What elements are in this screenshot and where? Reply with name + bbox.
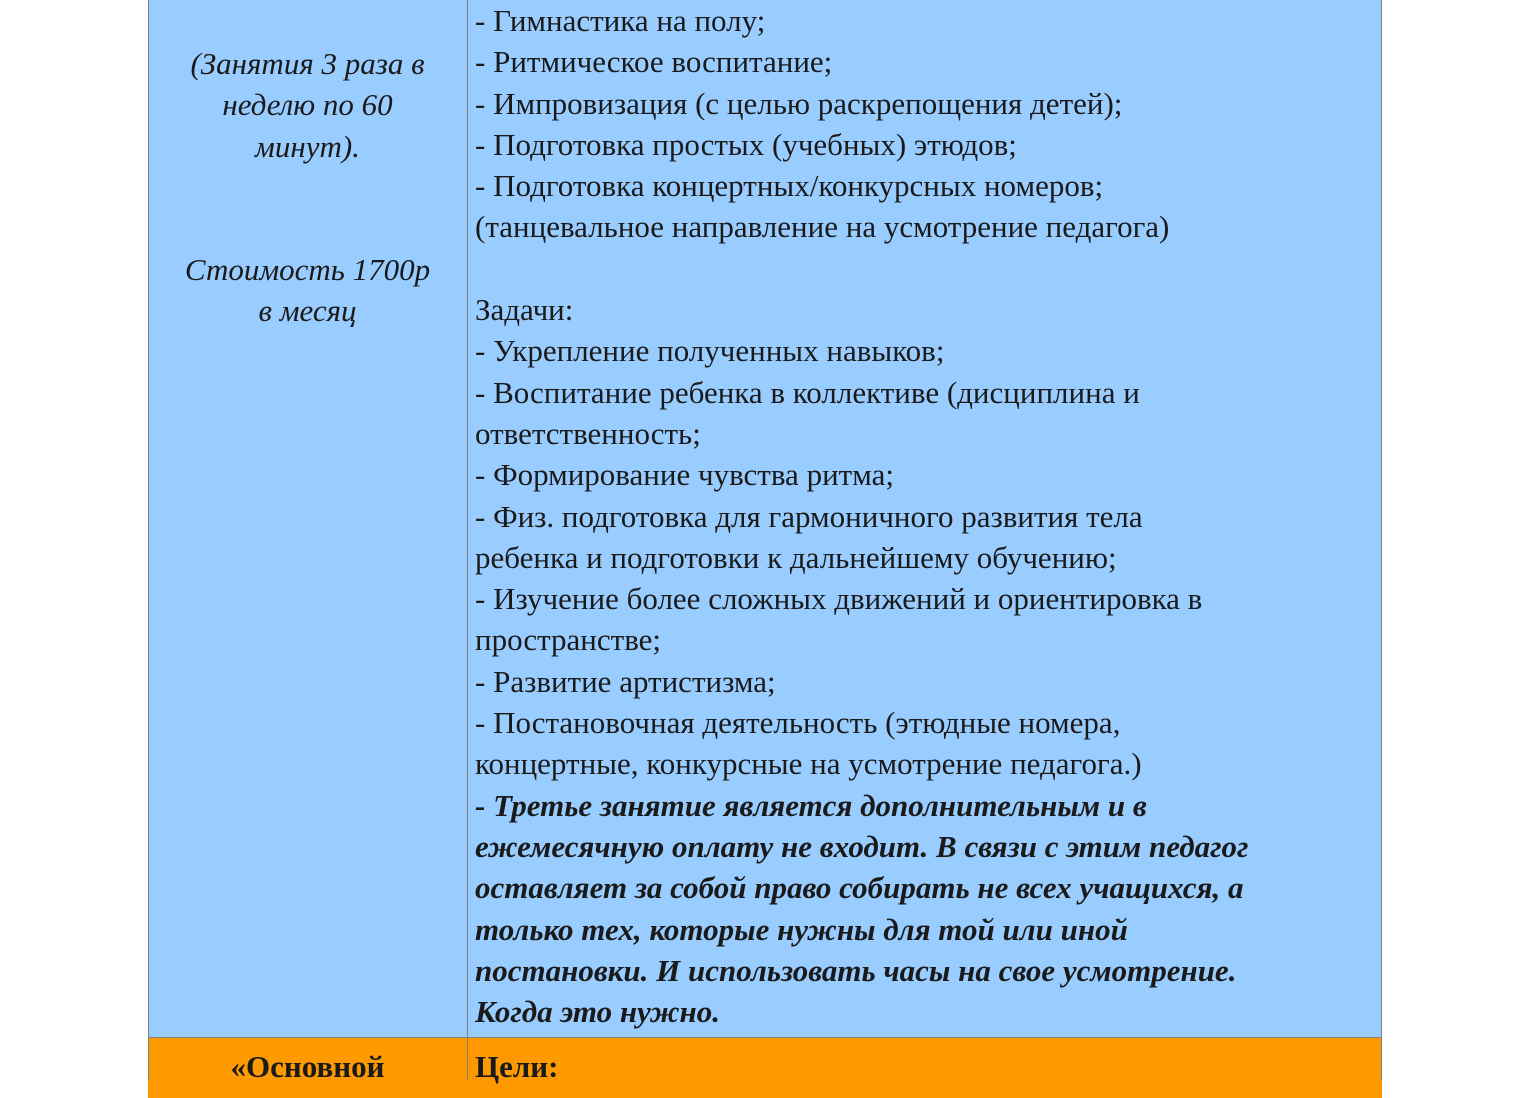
program-item: - Гимнастика на полу; bbox=[475, 3, 766, 38]
note-line: постановки. И использовать часы на свое усмотрение. bbox=[475, 952, 1237, 988]
note-line: оставляет за собой право собирать не всех учащихся, а bbox=[475, 870, 1244, 906]
program-list bbox=[475, 0, 1375, 248]
tasks-heading: Задачи: bbox=[475, 292, 574, 328]
task-item: - Укрепление полученных навыков; bbox=[475, 333, 945, 369]
task-item: концертные, конкурсные на усмотрение педагога.) bbox=[475, 746, 1142, 782]
task-item: пространстве; bbox=[475, 622, 662, 658]
program-item: (танцевальное направление на усмотрение педагога) bbox=[475, 209, 1170, 245]
task-item: - Формирование чувства ритма; bbox=[475, 457, 894, 493]
schedule-line: неделю по 60 bbox=[222, 87, 393, 123]
schedule-line: (Занятия 3 раза в bbox=[190, 46, 425, 81]
table-border-right bbox=[1381, 0, 1382, 1080]
task-item: ребенка и подготовки к дальнейшему обучению; bbox=[475, 539, 1117, 575]
right-column bbox=[475, 0, 1375, 1032]
price-line: в месяц bbox=[258, 293, 357, 329]
note-line: - Третье занятие является дополнительным и в bbox=[475, 787, 1147, 823]
schedule-info bbox=[148, 43, 467, 167]
task-item: - Физ. подготовка для гармоничного развития тела bbox=[475, 498, 1143, 534]
program-item: - Ритмическое воспитание; bbox=[475, 44, 833, 80]
note-line: только тех, которые нужны для той или иной bbox=[475, 911, 1128, 947]
table-border-middle bbox=[467, 0, 468, 1080]
program-item: - Подготовка простых (учебных) этюдов; bbox=[475, 126, 1017, 162]
price-line: Стоимость 1700р bbox=[184, 252, 431, 287]
program-item: - Импровизация (с целью раскрепощения детей); bbox=[475, 85, 1123, 121]
next-row-goals-heading: Цели: bbox=[475, 1049, 559, 1084]
note-line: Когда это нужно. bbox=[475, 994, 721, 1030]
table-row-divider bbox=[148, 1037, 1382, 1038]
task-item: - Постановочная деятельность (этюдные номера, bbox=[475, 705, 1121, 741]
note-line: ежемесячную оплату не входит. В связи с этим педагог bbox=[475, 828, 1249, 864]
next-row-title: «Основной bbox=[230, 1049, 385, 1084]
task-item: - Воспитание ребенка в коллективе (дисциплина и bbox=[475, 374, 1140, 410]
spacer bbox=[475, 248, 1375, 289]
tasks-list bbox=[475, 330, 1375, 784]
schedule-line: минут). bbox=[255, 128, 360, 164]
program-item: - Подготовка концертных/конкурсных номеров; bbox=[475, 168, 1104, 204]
price-info bbox=[148, 249, 467, 332]
task-item: - Развитие артистизма; bbox=[475, 663, 776, 699]
extra-session-note bbox=[475, 785, 1375, 1033]
task-item: - Изучение более сложных движений и ориентировка в bbox=[475, 581, 1203, 617]
task-item: ответственность; bbox=[475, 415, 701, 451]
